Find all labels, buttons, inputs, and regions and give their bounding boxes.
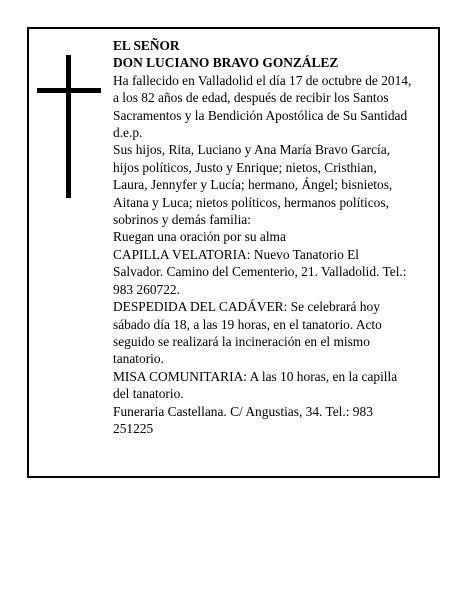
cross-vertical-bar bbox=[66, 55, 71, 198]
notice-line: 251225 bbox=[113, 420, 154, 436]
notice-line: seguido se realizará la incineración en el mismo bbox=[113, 333, 370, 349]
deceased-name: DON LUCIANO BRAVO GONZÁLEZ bbox=[113, 55, 339, 71]
cross-icon bbox=[37, 55, 101, 198]
notice-line: Sus hijos, Rita, Luciano y Ana María Bravo García, bbox=[113, 142, 391, 158]
notice-line: DESPEDIDA DEL CADÁVER: Se celebrará hoy bbox=[113, 299, 380, 315]
notice-line: del tanatorio. bbox=[113, 386, 184, 402]
obituary-title: EL SEÑOR bbox=[113, 38, 180, 53]
notice-line: Sacramentos y la Bendición Apostólica de Su Santidad bbox=[113, 107, 408, 123]
notice-line: 983 260722. bbox=[113, 281, 180, 297]
notice-line: tanatorio. bbox=[113, 351, 164, 367]
notice-line: CAPILLA VELATORIA: Nuevo Tanatorio El bbox=[113, 246, 360, 262]
notice-line: d.e.p. bbox=[113, 125, 143, 141]
notice-line: sábado día 18, a las 19 horas, en el tanatorio. Acto bbox=[113, 316, 382, 332]
cross-horizontal-bar bbox=[37, 88, 101, 93]
notice-line: Aitana y Luca; nietos políticos, hermanos políticos, bbox=[113, 194, 389, 210]
notice-line: Ruegan una oración por su alma bbox=[113, 229, 286, 245]
notice-line: sobrinos y demás familia: bbox=[113, 212, 251, 228]
notice-line: hijos políticos, Justo y Enrique; nietos, Cristhian, bbox=[113, 159, 377, 175]
notice-line: Funeraria Castellana. C/ Angustias, 34. Tel.: 983 bbox=[113, 403, 373, 419]
notice-line: MISA COMUNITARIA: A las 10 horas, en la capilla bbox=[113, 368, 398, 384]
notice-line: Ha fallecido en Valladolid el día 17 de octubre de 2014, bbox=[113, 72, 412, 88]
notice-line: Salvador. Camino del Cementerio, 21. Valladolid. Tel.: bbox=[113, 264, 407, 280]
notice-line: a los 82 años de edad, después de recibir los Santos bbox=[113, 90, 389, 106]
obituary-text bbox=[113, 37, 431, 437]
notice-line: Laura, Jennyfer y Lucía; hermano, Ángel; bisnietos, bbox=[113, 177, 393, 193]
